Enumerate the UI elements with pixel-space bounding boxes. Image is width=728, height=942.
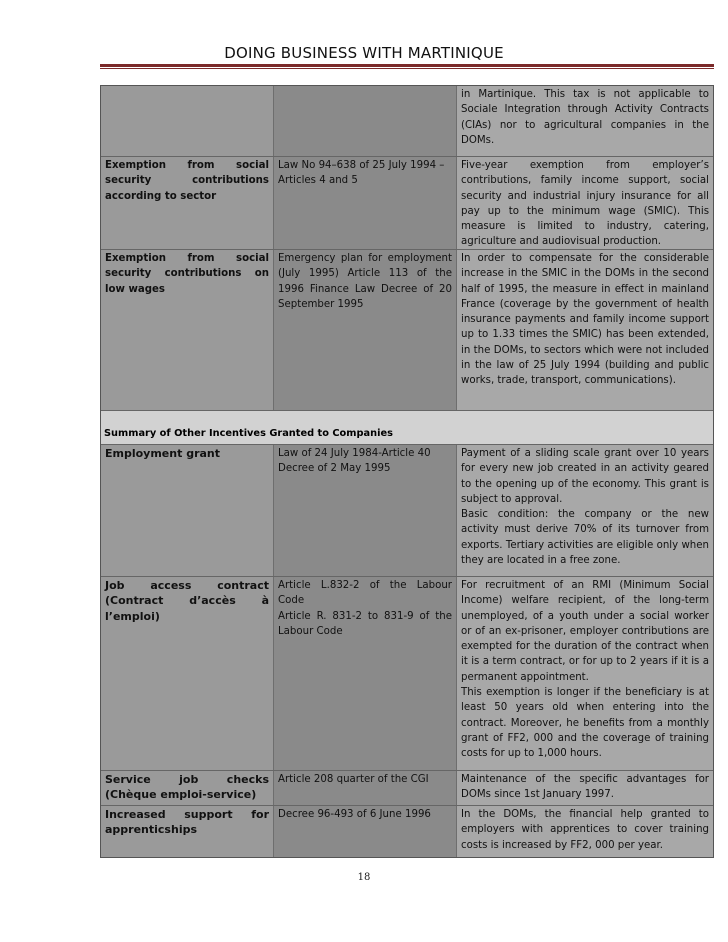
description-paragraph: Maintenance of the specific advantages for DOMs since 1st January 1997. [461,774,709,801]
description-paragraph: in Martinique. This tax is not applicable to Sociale Integration through Activity Contracts (CIAs) nor to agricultural companies in the DOMs. [461,89,709,146]
legal-basis-cell [274,157,457,249]
incentive-name-cell: Increased support for apprenticships [101,806,274,857]
legal-basis-cell [274,806,457,857]
legal-basis-paragraph: Article 208 quarter of the CGI [278,774,429,785]
header-rule-thick [100,64,714,67]
legal-basis-cell [274,86,457,156]
description-cell [457,445,713,576]
incentive-name-cell: Job access contract (Contract d’accès à l’emploi) [101,577,274,770]
incentive-name-cell [101,86,274,156]
table-row [101,250,713,411]
description-cell [457,771,713,805]
legal-basis-paragraph: Law No 94–638 of 25 July 1994 – Articles 4 and 5 [278,160,445,187]
table-row [101,157,713,250]
description-cell [457,86,713,156]
page-header-title: DOING BUSINESS WITH MARTINIQUE [224,44,504,62]
description-cell [457,806,713,857]
incentive-name-cell: Service job checks (Chèque emploi-service) [101,771,274,805]
description-paragraph: For recruitment of an RMI (Minimum Social Income) welfare recipient, of the long-term unemployed, of a youth under a social worker or of an ex-prisoner, employer contributions are exempted for the duration of the contract when it is a term contract, or for up to 2 years if it is a permanent appointment. [461,580,709,683]
incentives-table [100,85,714,858]
legal-basis-paragraph: Decree 96-493 of 6 June 1996 [278,809,431,820]
legal-basis-cell [274,445,457,576]
table-row [101,771,713,806]
legal-basis-paragraph: Law of 24 July 1984-Article 40 [278,448,431,459]
description-paragraph: This exemption is longer if the beneficiary is at least 50 years old when entering into the contract. Moreover, he benefits from a monthly grant of FF2, 000 and the coverage of training costs for up to 1,000 hours. [461,687,709,760]
description-paragraph: In order to compensate for the considerable increase in the SMIC in the DOMs in the second half of 1995, the measure in effect in mainland France (coverage by the government of health insurance payments and family income support up to 1.33 times the SMIC) has been extended, in the DOMs, to sectors which were not included in the law of 25 July 1994 (building and public works, trade, transport, communications). [461,253,709,387]
page-number: 18 [357,872,371,883]
description-cell [457,577,713,770]
legal-basis-paragraph: Article L.832-2 of the Labour Code [278,580,452,607]
legal-basis-paragraph: Emergency plan for employment (July 1995) Article 113 of the 1996 Finance Law Decree of 20 September 1995 [278,253,452,310]
header-rule-thin [100,68,714,69]
incentive-name-cell: Exemption from social security contributions according to sector [101,157,274,249]
legal-basis-paragraph: Article R. 831-2 to 831-9 of the Labour Code [278,610,452,637]
description-cell [457,250,713,410]
legal-basis-cell [274,250,457,410]
table-row [101,577,713,771]
incentive-name-cell: Employment grant [101,445,274,576]
description-paragraph: Basic condition: the company or the new activity must derive 70% of its turnover from exports. Tertiary activities are eligible only when they are located in a free zone. [461,509,709,567]
description-paragraph: Payment of a sliding scale grant over 10 years for every new job created in an activity geared to the opening up of the economy. This grant is subject to approval. [461,448,709,505]
description-paragraph: In the DOMs, the financial help granted to employers with apprentices to cover training costs is increased by FF2, 000 per year. [461,809,709,851]
description-paragraph: Five-year exemption from employer’s contributions, family income support, social security and industrial injury insurance for all pay up to the minimum wage (SMIC). This measure is limited to industry, catering, agriculture and audiovisual production. [461,160,709,248]
legal-basis-paragraph: Decree of 2 May 1995 [278,463,391,475]
table-row [101,806,713,857]
incentive-name-cell: Exemption from social security contributions on low wages [101,250,274,410]
legal-basis-cell [274,577,457,770]
legal-basis-cell [274,771,457,805]
table-row [101,445,713,577]
table-row [101,86,713,157]
description-cell [457,157,713,249]
summary-title: Summary of Other Incentives Granted to Companies [101,411,713,445]
